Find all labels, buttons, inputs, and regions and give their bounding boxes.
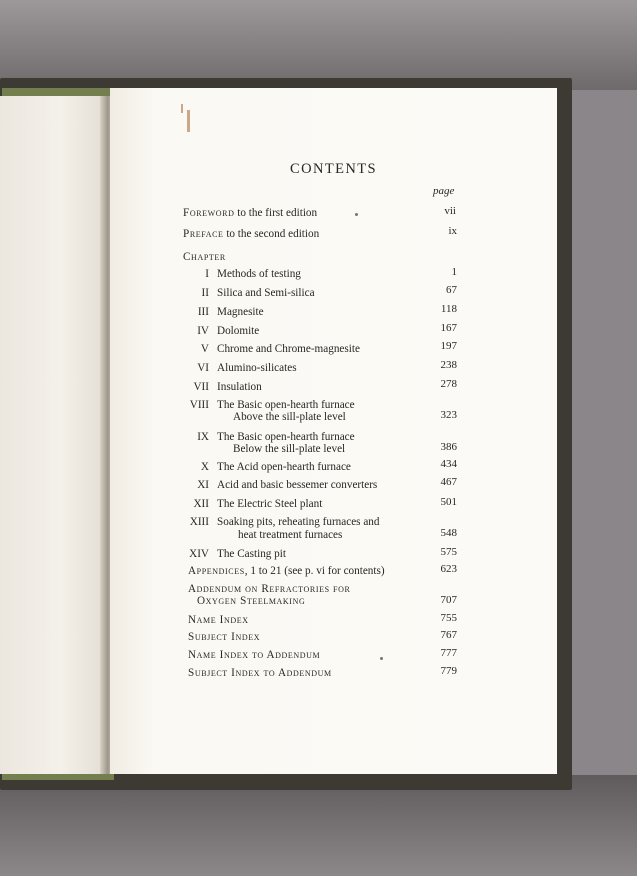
toc-chapter-14	[175, 548, 286, 560]
toc-chapter-12	[175, 498, 322, 510]
toc-page-number: 167	[440, 322, 457, 334]
toc-page-number: 323	[440, 409, 457, 421]
chapter-title: Alumino-silicates	[217, 362, 297, 374]
toc-page-number: 779	[440, 665, 457, 677]
chapter-title-continued: Below the sill-plate level	[233, 443, 346, 455]
toc-chapter-3	[175, 306, 264, 318]
toc-page-number: vii	[444, 205, 456, 217]
chapter-title: The Basic open-hearth furnace	[217, 431, 355, 443]
chapter-number: VI	[197, 362, 209, 374]
chapter-title: Insulation	[217, 381, 262, 393]
chapter-title: Dolomite	[217, 325, 260, 337]
toc-chapter-8	[175, 399, 355, 411]
left-page	[0, 96, 109, 774]
chapter-number: XII	[193, 498, 209, 510]
toc-chapter-7	[175, 381, 262, 393]
toc-chapter-2	[175, 287, 315, 299]
chapter-title: Soaking pits, reheating furnaces and	[217, 516, 380, 528]
toc-page-number: 386	[440, 441, 457, 453]
chapter-title: The Electric Steel plant	[217, 498, 323, 510]
toc-entry-label: Foreword	[183, 207, 235, 219]
toc-chapter-13	[175, 516, 379, 528]
ink-speck	[355, 213, 358, 216]
chapter-title-continued: heat treatment furnaces	[238, 529, 343, 541]
toc-entry-name-index: Name Index	[188, 614, 249, 626]
contents-page	[110, 88, 557, 774]
toc-entry-label: Preface	[183, 228, 224, 240]
toc-page-number: 623	[440, 563, 457, 575]
chapter-number: II	[201, 287, 209, 299]
background-top	[0, 0, 637, 90]
chapter-title: Magnesite	[217, 306, 264, 318]
toc-entry-addendum-continued: Oxygen Steelmaking	[197, 595, 306, 607]
chapter-number: X	[200, 461, 209, 473]
toc-page-number: 501	[440, 496, 457, 508]
toc-page-number: 278	[440, 378, 457, 390]
page-title: CONTENTS	[290, 161, 377, 177]
toc-entry-name-index-addendum: Name Index to Addendum	[188, 649, 321, 661]
chapter-label: Chapter	[183, 251, 226, 263]
chapter-title: Chrome and Chrome-magnesite	[217, 343, 360, 355]
chapter-number: XIV	[189, 548, 209, 560]
toc-chapter-9	[175, 431, 355, 443]
toc-entry-addendum: Addendum on Refractories for	[188, 583, 351, 595]
chapter-number: XIII	[189, 516, 209, 528]
toc-entry-foreword	[183, 207, 317, 219]
toc-entry-subject-index-addendum: Subject Index to Addendum	[188, 667, 332, 679]
toc-entry-text: , 1 to 21 (see p. vi for contents)	[244, 565, 385, 577]
toc-page-number: ix	[448, 225, 457, 237]
toc-chapter-1	[175, 268, 301, 280]
toc-chapter-5	[175, 343, 360, 355]
toc-entry-label: Appendices	[188, 565, 245, 577]
chapter-title: The Acid open-hearth furnace	[217, 461, 351, 473]
toc-page-number: 238	[440, 359, 457, 371]
chapter-title-continued: Above the sill-plate level	[233, 411, 346, 423]
toc-entry-subject-index: Subject Index	[188, 631, 261, 643]
toc-page-number: 755	[440, 612, 457, 624]
toc-page-number: 575	[440, 546, 457, 558]
chapter-title: Acid and basic bessemer converters	[217, 479, 378, 491]
ink-speck	[380, 657, 383, 660]
background-bottom	[0, 775, 637, 876]
chapter-number: VII	[193, 381, 209, 393]
chapter-number: IX	[197, 431, 209, 443]
toc-page-number: 118	[440, 303, 457, 315]
toc-page-number: 467	[440, 476, 457, 488]
chapter-title: The Basic open-hearth furnace	[217, 399, 355, 411]
toc-entry-text: to the second edition	[223, 228, 320, 240]
page-stain	[187, 110, 190, 132]
toc-entry-appendices	[188, 565, 385, 577]
chapter-number: VIII	[189, 399, 209, 411]
chapter-title: Silica and Semi-silica	[217, 287, 315, 299]
toc-page-number: 197	[440, 340, 457, 352]
toc-page-number: 1	[451, 266, 457, 278]
chapter-number: III	[197, 306, 209, 318]
toc-page-number: 434	[440, 458, 457, 470]
page-stain	[181, 104, 183, 113]
toc-page-number: 548	[440, 527, 457, 539]
toc-entry-text: to the first edition	[234, 207, 318, 219]
toc-chapter-4	[175, 325, 259, 337]
chapter-number: IV	[197, 325, 209, 337]
chapter-number: XI	[197, 479, 209, 491]
toc-entry-preface	[183, 228, 319, 240]
toc-page-number: 767	[440, 629, 457, 641]
toc-chapter-6	[175, 362, 297, 374]
chapter-title: The Casting pit	[217, 548, 286, 560]
page-column-header: page	[433, 185, 455, 197]
toc-chapter-11	[175, 479, 377, 491]
chapter-title: Methods of testing	[217, 268, 301, 280]
toc-page-number: 67	[446, 284, 457, 296]
chapter-number: V	[200, 343, 209, 355]
toc-chapter-10	[175, 461, 351, 473]
chapter-number: I	[205, 268, 209, 280]
toc-page-number: 707	[440, 594, 457, 606]
toc-page-number: 777	[440, 647, 457, 659]
